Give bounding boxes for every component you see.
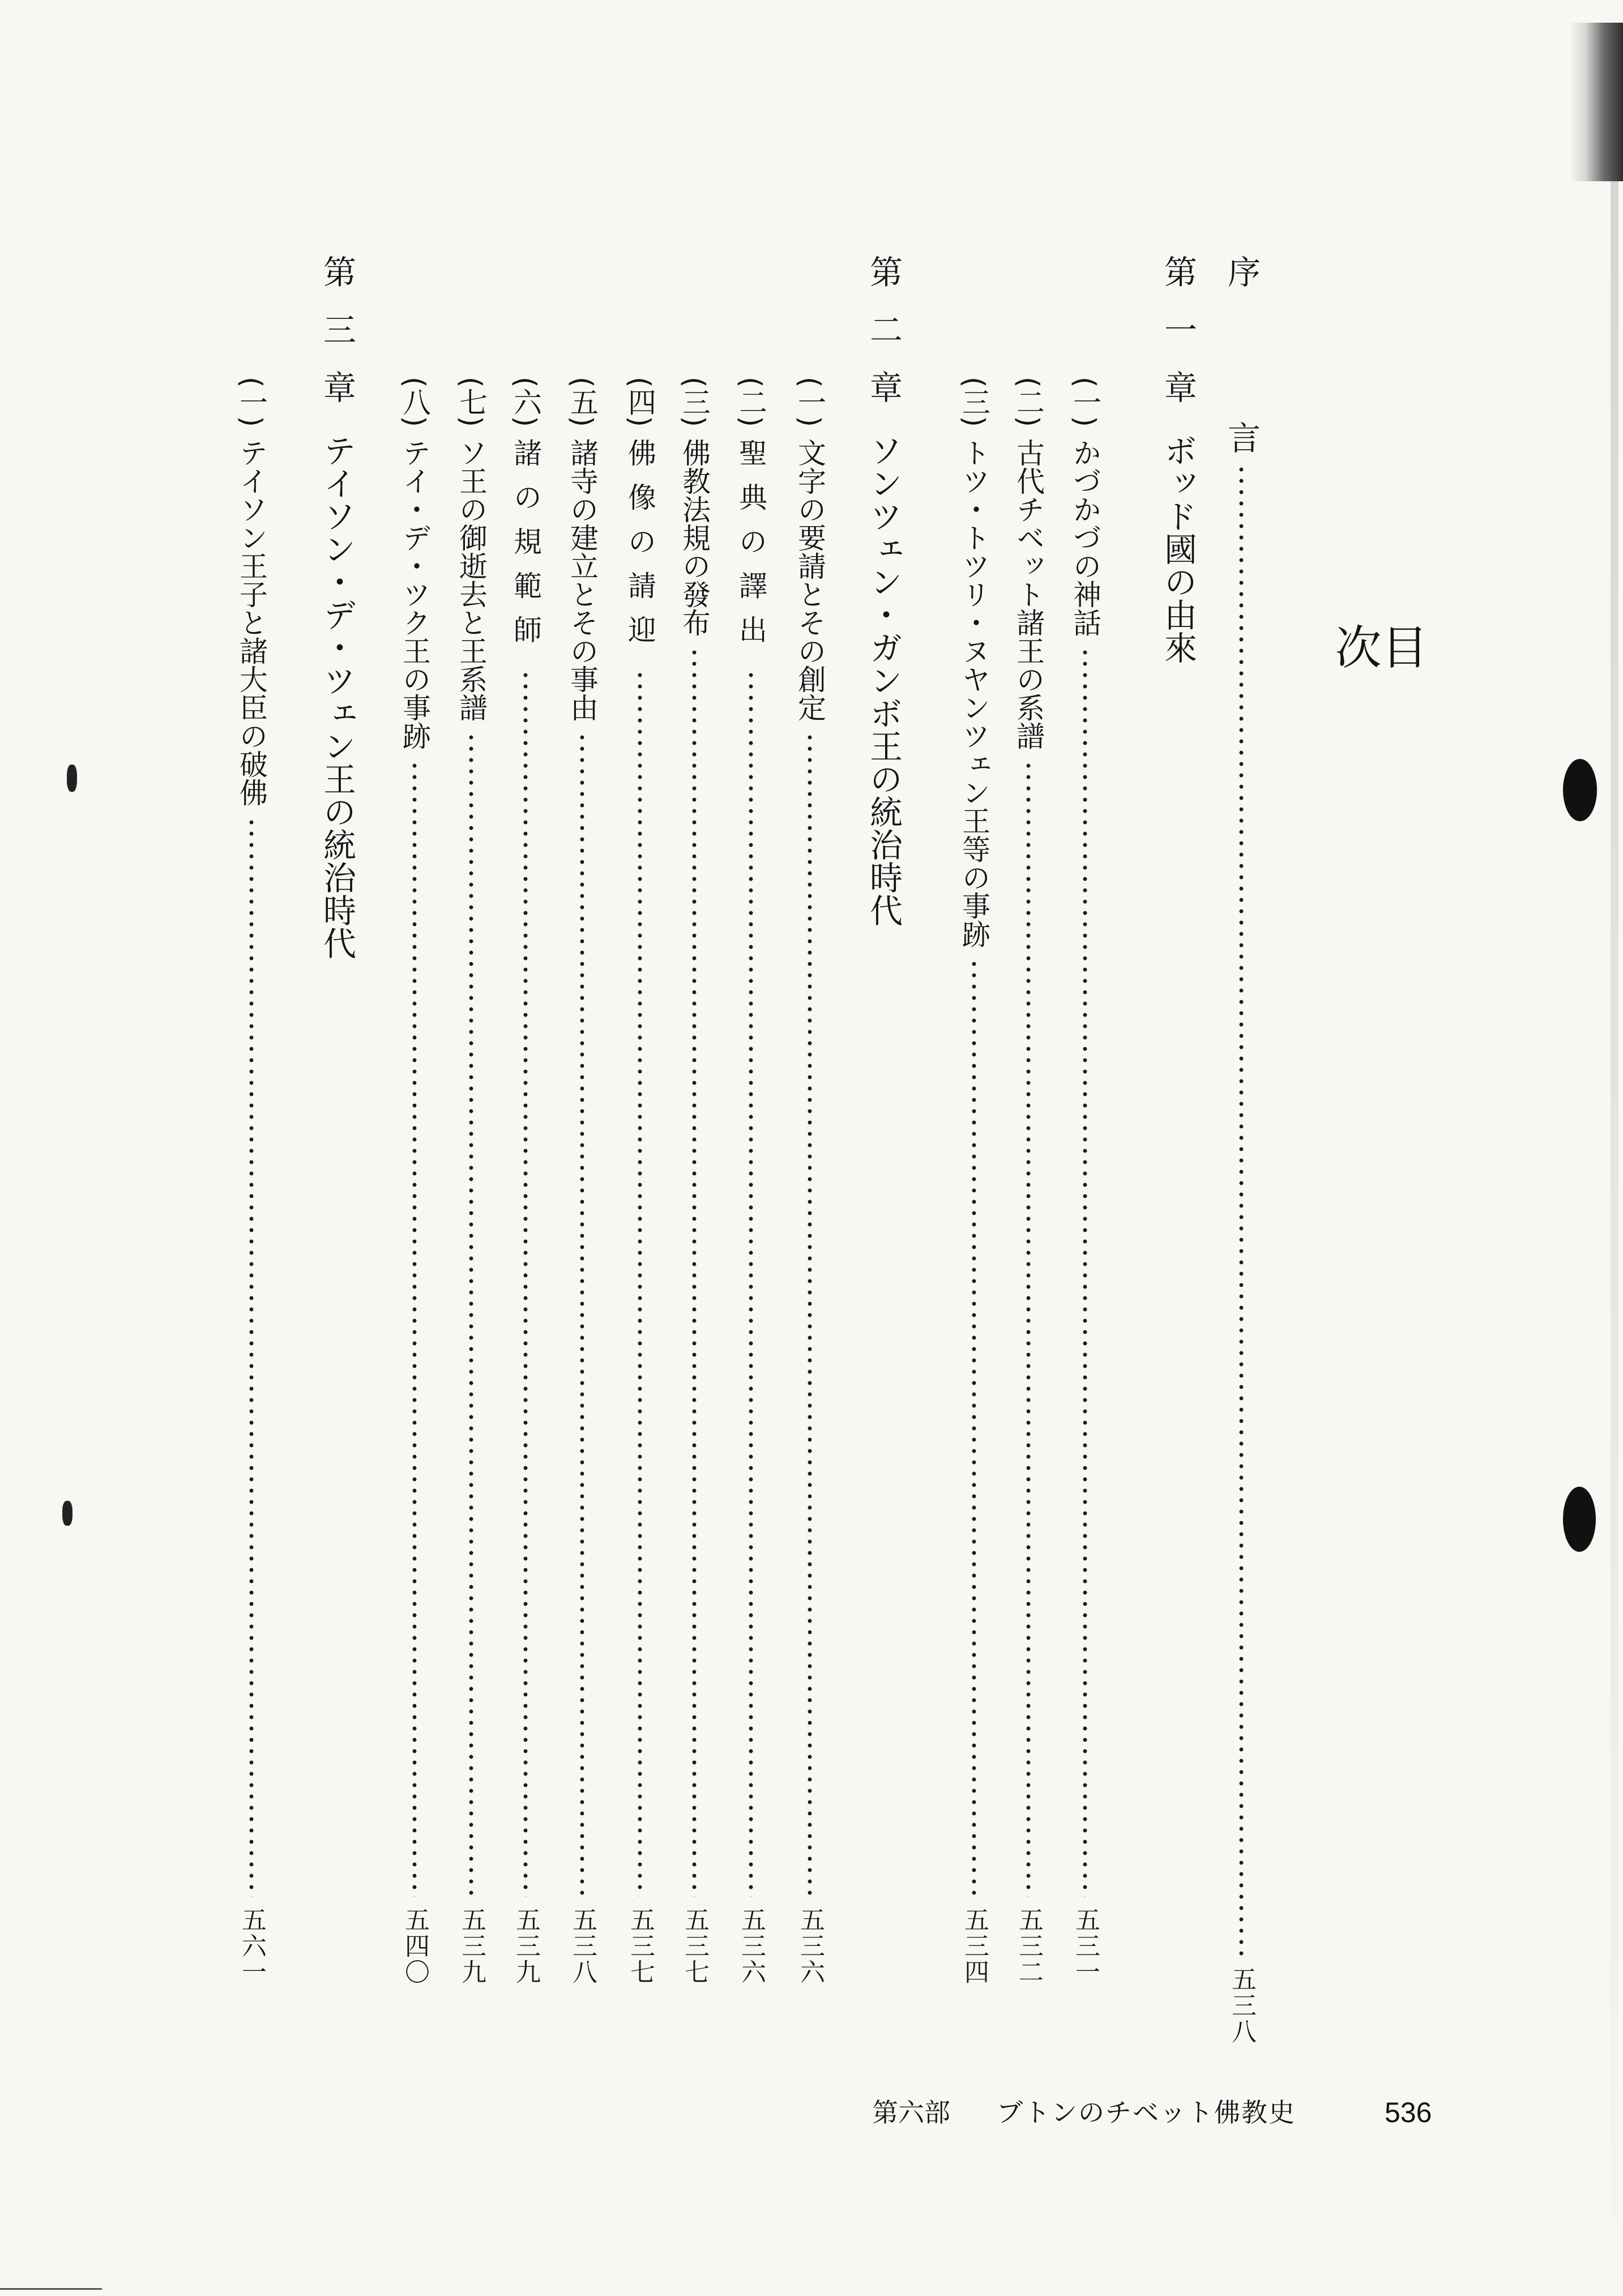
page-number: 五三八 [1227,1966,1256,2045]
dot-leader [1083,647,1087,1897]
dot-leader [972,958,976,1897]
page-number: 五三六 [796,1907,825,1985]
dot-leader [412,760,417,1897]
footer-page-number: 536 [1385,2097,1432,2128]
toc-entry-section-2-2 [731,377,771,1985]
section-number: (二) [734,377,767,428]
dot-leader [249,817,254,1897]
toc-entry-section-1-2 [1008,377,1049,1985]
section-title: 文字の要請とその創定 [793,438,826,722]
section-title: 古代チベット諸王の系譜 [1012,438,1045,750]
section-title: 佛教法規の發布 [678,438,711,637]
toc-entry-section-2-6 [505,377,546,1985]
scan-edge-shadow [1569,23,1623,181]
preface-label-2: 言 [1222,421,1261,454]
dot-leader [1239,464,1244,1956]
dot-leader [808,732,812,1897]
page-number: 五三九 [511,1907,540,1985]
page-number: 五三九 [457,1907,486,1985]
section-title: ソ王の御逝去と王系譜 [455,438,488,722]
toc-entry-section-2-3 [674,377,715,1985]
page-title-char-2: 次 [1327,623,1381,669]
chapter-label: 第一章 [1159,255,1197,428]
dot-leader [523,669,528,1897]
toc-entry-chapter-1 [1155,255,1201,765]
page-number: 五三一 [1071,1907,1100,1985]
page-number: 五三八 [568,1907,597,1985]
toc-entry-section-1-3 [954,377,994,1985]
toc-entry-section-2-7 [451,377,492,1985]
page-title-char-1: 目 [1374,623,1428,669]
toc-entry-section-2-5 [562,377,603,1985]
section-title: 聖典の譯出 [734,438,767,660]
section-title: かづかづの神話 [1069,438,1101,637]
toc-entry-chapter-2 [861,255,906,1104]
page-number: 五三七 [680,1907,709,1985]
dot-leader [1026,760,1031,1897]
chapter-label: 第三章 [318,255,356,428]
page-number: 五三二 [1014,1907,1043,1985]
preface-label: 序 [1222,255,1261,288]
dot-leader [469,732,473,1897]
toc-entry-section-2-8 [394,377,435,1985]
section-number: (一) [793,377,826,428]
footer-part-label: 第六部 [872,2097,950,2128]
scan-bottom-line [0,2288,102,2290]
toc-entry-preface [1219,255,1264,2045]
section-number: (五) [566,377,599,428]
section-number: (七) [455,377,488,428]
page-number: 五三四 [960,1907,989,1985]
toc-entry-section-3-1 [231,377,272,1985]
section-number: (一) [235,377,268,428]
toc-entry-chapter-3 [314,255,360,1161]
section-title: 諸寺の建立とその事由 [566,438,599,722]
section-number: (四) [623,377,656,428]
chapter-title: ソンツェン・ガンボ王の統治時代 [864,434,903,927]
scan-edge-streak [1611,181,1618,2220]
toc-entry-section-1-1 [1065,377,1105,1985]
section-title: トツ・トツリ・ヌヤンツェン王等の事跡 [958,438,990,949]
scan-mark-lower [62,1501,72,1526]
chapter-label: 第二章 [864,255,903,428]
dot-leader [580,732,584,1897]
section-number: (三) [958,377,990,428]
binding-hole-upper [1563,759,1597,821]
section-number: (八) [398,377,431,428]
toc-entry-section-2-4 [620,377,660,1985]
dot-leader [692,647,697,1897]
page-title [1327,623,1428,782]
section-number: (三) [678,377,711,428]
binding-hole-lower [1563,1487,1596,1552]
section-title: 諸の規範師 [509,438,542,660]
section-title: テイソン王子と諸大臣の破佛 [235,438,268,807]
footer-book-title: ブトンのチベット佛教史 [997,2097,1296,2128]
dot-leader [749,669,753,1897]
page-number: 五六一 [237,1907,266,1985]
page-number: 五四〇 [400,1907,429,1985]
toc-entry-section-2-1 [789,377,830,1985]
section-number: (一) [1069,377,1101,428]
section-number: (六) [509,377,542,428]
section-title: テイ・デ・ツク王の事跡 [398,438,431,750]
chapter-title: ボッド國の由來 [1159,434,1197,664]
section-title: 佛像の請迎 [623,438,656,660]
scan-mark-upper [67,765,77,792]
chapter-title: テイソン・デ・ツェン王の統治時代 [318,434,356,959]
dot-leader [638,669,642,1897]
section-number: (二) [1012,377,1045,428]
page-number: 五三七 [626,1907,655,1985]
page-number: 五三六 [737,1907,766,1985]
